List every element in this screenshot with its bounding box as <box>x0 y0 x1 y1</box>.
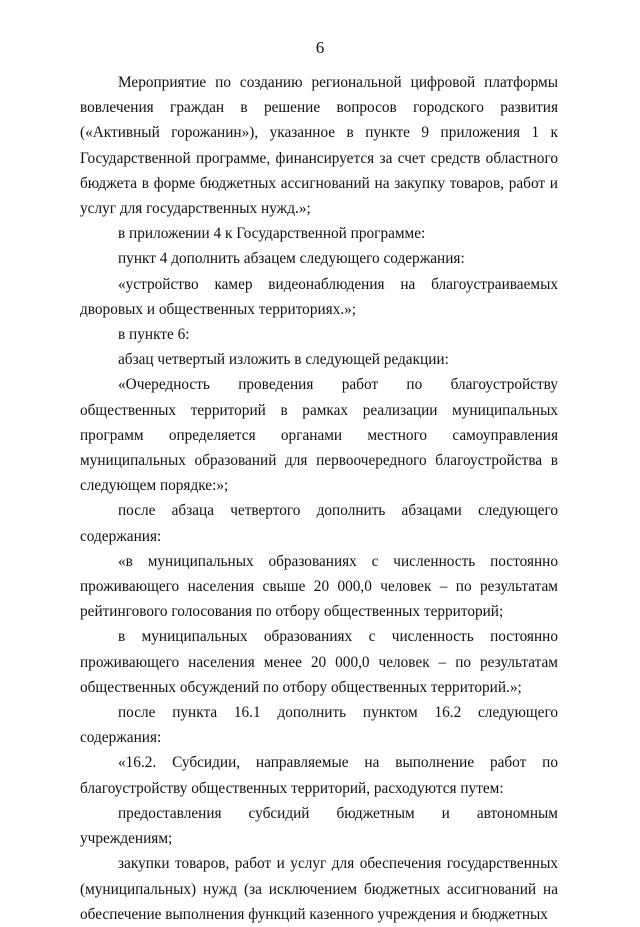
paragraph: после абзаца четвертого дополнить абзацами следующего содержания: <box>80 502 558 545</box>
document-body <box>80 70 558 927</box>
paragraph: в муниципальных образованиях с численность постоянно проживающего населения менее 20 000,0 человек – по результатам общественных обсуждений по отбору общественных территорий.»; <box>80 628 558 696</box>
paragraph: Мероприятие по созданию региональной цифровой платформы вовлечения граждан в решение вопросов городского развития («Активный горожанин»), указанное в пункте 9 приложения 1 к Государственной программе, финансируется за счет средств областного бюджета в форме бюджетных ассигнований на закупку товаров, работ и услуг для государственных нужд.»; <box>80 74 558 218</box>
paragraph: закупки товаров, работ и услуг для обеспечения государственных (муниципальных) нужд (за исключением бюджетных ассигнований на обеспечение выполнения функций казенного учреждения и бюджетных <box>80 855 558 923</box>
paragraph: «16.2. Субсидии, направляемые на выполнение работ по благоустройству общественных территорий, расходуются путем: <box>80 754 558 797</box>
paragraph: «в муниципальных образованиях с численность постоянно проживающего населения свыше 20 000,0 человек – по результатам рейтингового голосования по отбору общественных территорий; <box>80 552 558 621</box>
paragraph: абзац четвертый изложить в следующей редакции: <box>118 351 449 369</box>
paragraph: «Очередность проведения работ по благоустройству общественных территорий в рамках реализации муниципальных программ определяется органами местного самоуправления муниципальных образований для первоочередного благоустройства в следующем порядке:»; <box>80 376 558 495</box>
paragraph: в приложении 4 к Государственной программе: <box>118 225 426 243</box>
paragraph: пункт 4 дополнить абзацем следующего содержания: <box>118 250 465 268</box>
paragraph: «устройство камер видеонаблюдения на благоустраиваемых дворовых и общественных территориях.»; <box>80 275 558 318</box>
paragraph: в пункте 6: <box>118 326 190 344</box>
paragraph: предоставления субсидий бюджетным и автономным учреждениям; <box>80 804 558 848</box>
page-number: 6 <box>315 38 325 57</box>
paragraph: после пункта 16.1 дополнить пунктом 16.2 следующего содержания: <box>80 704 558 747</box>
